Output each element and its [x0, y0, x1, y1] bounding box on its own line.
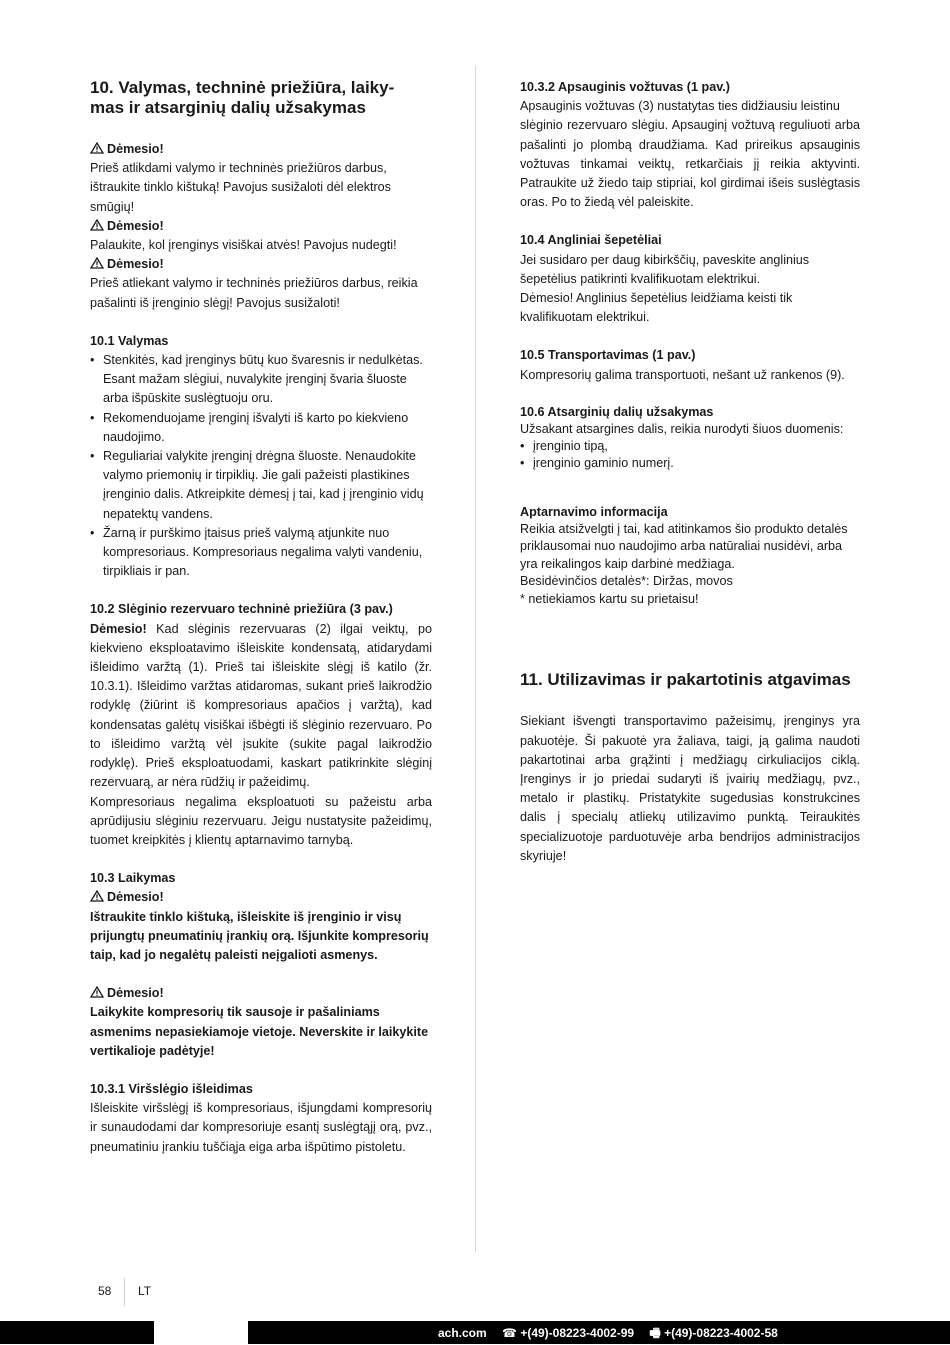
section-10-2-title: 10.2 Slėginio rezervuaro techninė priežiūra (3 pav.): [90, 602, 393, 617]
warning-triangle-icon: [90, 257, 104, 269]
list-item: • Stenkitės, kad įrenginys būtų kuo švaresnis ir nedulkėtas. Esant mažam slėgiui, nuvalykite įrenginį švaria šluoste arba išpūskite suslėgtuoju oru.: [90, 351, 432, 409]
section-10-5-text: Kompresorių galima transportuoti, nešant už rankenos (9).: [520, 367, 845, 382]
page-number: 58: [98, 1284, 112, 1298]
section-10-3-2-text-1: Apsauginis vožtuvas (3) nustatytas ties didžiausiu leistinu: [520, 99, 840, 114]
section-11-title: 11. Utilizavimas ir pakartotinis atgavimas: [520, 670, 851, 690]
service-info-title: Aptarnavimo informacija: [520, 504, 668, 519]
website-text: ach.com: [438, 1326, 487, 1340]
section-10-3-2-title: 10.3.2 Apsauginis vožtuvas (1 pav.): [520, 80, 730, 94]
contact-bar-gap: [154, 1321, 248, 1344]
warning-1-label: Dėmesio!: [90, 140, 432, 159]
section-10-5-title: 10.5 Transportavimas (1 pav.): [520, 348, 696, 363]
language-code: LT: [138, 1284, 152, 1298]
right-column: [520, 78, 860, 866]
section-10-6-text: Užsakant atsargines dalis, reikia nurodyti šiuos duomenis:: [520, 421, 844, 436]
warning-triangle-icon: [90, 219, 104, 231]
section-10-2-text-2: Kompresoriaus negalima eksploatuoti su pažeistu arba aprūdijusiu slėginiu rezervuaru. Jeigu nustatysite pažeidimų, tuomet kreipkitės į klientų aptarnavimo tarnybą.: [90, 794, 432, 847]
section-10-3-1-title: 10.3.1 Viršslėgio išleidimas: [90, 1081, 253, 1096]
warning-2-text: Palaukite, kol įrenginys visiškai atvės! Pavojus nudegti!: [90, 238, 397, 253]
service-info-text: Reikia atsižvelgti į tai, kad atitinkamos šio produkto detalės priklausomai nuo naudojimo arba natūraliai nusidėvi, arba yra reikalingos kaip darbinė medžiaga.: [520, 521, 848, 571]
section-10-4-text-1: Jei susidaro per daug kibirkščių, paveskite anglinius šepetėlius patikrinti kvalifikuotam elektrikui.: [520, 252, 810, 286]
section-10-2-text: Dėmesio! Kad slėginis rezervuaras (2) ilgai veiktų, po kiekvieno eksploatavimo išleiskite kondensatą, atidarydami išleidimo varžtą (1). Prieš tai išleiskite slėgį iš katilo (žr. 10.3.1). Išleidimo varžtas atidaromas, sukant prieš laikrodžio rodyklę (žiūrint iš kompresoriaus apačios į varžtą), kad kondensatas galėtų visiškai išbėgti iš slėginio rezervuaro. Po to išleidimo varžtą vėl įsukite (sukite pagal laikrodžio rodyklę). Prieš eksploatuodami, kaskart patikrinkite slėginį rezervuarą, ar nėra rūdžių ir pažeidimų.: [90, 621, 432, 790]
list-item: • Žarną ir purškimo įtaisus prieš valymą atjunkite nuo kompresoriaus. Kompresoriaus negalima valyti vandeniu, tirpikliais ir pan.: [90, 524, 432, 582]
phone-text: ☎ +(49)-08223-4002-99: [502, 1326, 635, 1340]
warning-triangle-icon: [90, 986, 104, 998]
spare-parts-list: [520, 438, 860, 472]
storage-warning-2-label: Dėmesio!: [90, 984, 432, 1003]
section-10-4-text-2: Dėmesio! Anglinius šepetėlius leidžiama keisti tik kvalifikuotam elektrikui.: [520, 291, 793, 325]
section-10-6-title: 10.6 Atsarginių dalių užsakymas: [520, 404, 714, 419]
storage-warning-1-text: Ištraukite tinklo kištuką, išleiskite iš įrenginio ir visų prijungtų pneumatinių įrankių orą. Išjunkite kompresorių taip, kad jo negalėtų paleisti neįgalioti asmenys.: [90, 909, 429, 962]
fax-text: 🖷 +(49)-08223-4002-58: [649, 1326, 778, 1340]
warning-2-label: Dėmesio!: [90, 217, 432, 236]
service-info-wear-parts: Besidėvinčios detalės*: Diržas, movos: [520, 574, 733, 589]
section-10-1-title: 10.1 Valymas: [90, 333, 169, 348]
storage-warning-1-label: Dėmesio!: [90, 888, 432, 907]
storage-warning-2-text: Laikykite kompresorių tik sausoje ir pašaliniams asmenims nepasiekiamoje vietoje. Neverskite ir laikykite vertikalioje padėtyje!: [90, 1005, 429, 1058]
section-10-3-2-text-2: slėginio rezervuaro slėgiu. Apsauginį vožtuvą reguliuoti arba pašalinti jo plombą draudžiama. Kad prireikus apsauginis vožtuvas tinkamai veiktų, retkarčiais jį reikia aktyvinti. Patraukite už žiedo taip stipriai, kol girdimai išeis suslėgtasis oras. Po to žiedą vėl paleiskite.: [520, 118, 860, 210]
list-item: • Rekomenduojame įrenginį išvalyti iš karto po kiekvieno naudojimo.: [90, 409, 432, 447]
contact-info: [438, 1324, 790, 1345]
warning-3-text: Prieš atliekant valymo ir techninės priežiūros darbus, reikia pašalinti iš įrenginio slėgį! Pavojus susižaloti!: [90, 276, 418, 310]
section-10-title: 10. Valymas, techninė priežiūra, laiky- mas ir atsarginių dalių užsakymas: [90, 78, 395, 117]
warning-triangle-icon: [90, 890, 104, 902]
section-10-3-title: 10.3 Laikymas: [90, 871, 176, 886]
left-column: [90, 78, 432, 1157]
section-10-4-title: 10.4 Angliniai šepetėliai: [520, 233, 662, 248]
list-item: • Reguliariai valykite įrenginį drėgna šluoste. Nenaudokite valymo priemonių ir tirpiklių. Jie gali pažeisti plastikines įrenginio dalis. Atkreipkite dėmesį į tai, kad į įrenginio vidų nepatektų vandens.: [90, 447, 432, 524]
service-info-note: * netiekiamos kartu su prietaisu!: [520, 591, 699, 606]
list-item: • įrenginio tipą,: [520, 438, 860, 455]
list-item: • įrenginio gaminio numerį.: [520, 455, 860, 472]
section-10-3-1-text: Išleiskite viršslėgį iš kompresoriaus, išjungdami kompresorių ir sunaudodami dar kompresoriuje esantį suslėgtąjį orą, pvz., pneumatiniu įrankiu tuščiąja eiga arba išpūtimo pistoletu.: [90, 1101, 432, 1154]
footer-divider: [124, 1278, 125, 1306]
warning-1-text: Prieš atlikdami valymo ir techninės priežiūros darbus, ištraukite tinklo kištuką! Pavojus susižaloti dėl elektros smūgių!: [90, 161, 391, 214]
warning-3-label: Dėmesio!: [90, 255, 432, 274]
section-11-text: Siekiant išvengti transportavimo pažeisimų, įrenginys yra pakuotėje. Ši pakuotė yra žaliava, taigi, ją galima naudoti pakartotinai arba grąžinti į medžiagų cirkuliacijos ciklą. Įrenginys ir jo priedai sudaryti iš įvairių medžiagų, pvz., metalo ir plastikų. Pristatykite sugedusias konstrukcines dalis į specialų atliekų utilizavimo punktą. Teiraukitės specializuotoje parduotuvėje arba bendrijos administracijos skyriuje!: [520, 714, 860, 863]
column-divider: [475, 66, 476, 1252]
cleaning-list: [90, 351, 432, 581]
warning-triangle-icon: [90, 142, 104, 154]
